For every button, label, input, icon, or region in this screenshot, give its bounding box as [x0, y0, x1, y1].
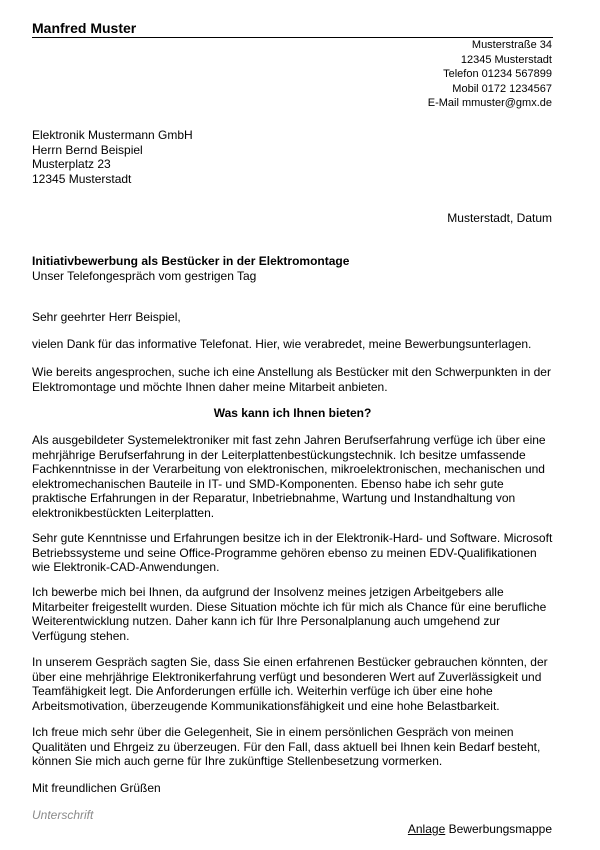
attachment-label: Anlage	[407, 822, 446, 836]
paragraph-1-text: vielen Dank für das informative Telefonat. Hier, wie verabredet, meine Bewerbungsunterlagen.	[32, 337, 532, 351]
paragraph-4	[32, 531, 557, 575]
recipient-person: Herrn Bernd Beispiel	[32, 142, 143, 157]
section-heading: Was kann ich Ihnen bieten?	[213, 406, 372, 420]
attachment-value: Bewerbungsmappe	[448, 822, 552, 836]
closing	[32, 781, 557, 796]
letter-date: Musterstadt, Datum	[447, 211, 552, 225]
paragraph-5-text: Ich bewerbe mich bei Ihnen, da aufgrund der Insolvenz meines jetzigen Arbeitgebers alle Mitarbeiter freigestellt wurden. Diese Situation möchte ich für mich als Chance für eine berufliche Weiterentwicklung nutzen. Daher kann ich für Ihre Personalplanung auch umgehend zur Verfügung stehen.	[32, 585, 547, 643]
paragraph-2-text: Wie bereits angesprochen, suche ich eine Anstellung als Bestücker mit den Schwerpunkten in der Elektromontage und möchte Ihnen daher meine Mitarbeit anbieten.	[32, 365, 551, 394]
recipient-street: Musterplatz 23	[32, 157, 111, 171]
paragraph-5	[32, 585, 557, 643]
subject-reference: Unser Telefongespräch vom gestrigen Tag	[32, 268, 257, 283]
sender-street: Musterstraße 34	[471, 39, 552, 51]
subject-block	[32, 254, 349, 283]
sender-phone: Telefon 01234 567899	[443, 68, 552, 80]
signature-placeholder: Unterschrift	[32, 808, 94, 822]
paragraph-6	[32, 655, 557, 713]
attachment-line	[408, 822, 552, 836]
recipient-company: Elektronik Mustermann GmbH	[32, 128, 193, 142]
paragraph-3	[32, 433, 557, 521]
sender-city: 12345 Musterstadt	[460, 53, 552, 66]
paragraph-2	[32, 365, 557, 394]
salutation-text: Sehr geehrter Herr Beispiel,	[32, 310, 181, 324]
paragraph-6-text: In unserem Gespräch sagten Sie, dass Sie einen erfahrenen Bestücker gebrauchen könnten, der über eine mehrjährige Elektronikerfahrung verfügt und besonderen Wert auf Zuverlässigkeit und Teamfähigkeit legt. Die Anforderungen erfülle ich. Weiterhin verfüge ich über eine hohe Arbeitsmotivation, überzeugende Kommunikationsfähigkeit und eine hohe Belastbarkeit.	[32, 655, 548, 713]
recipient-city: 12345 Musterstadt	[32, 171, 132, 186]
paragraph-7	[32, 725, 557, 769]
sender-contact-block	[428, 38, 552, 111]
paragraph-3-text: Als ausgebildeter Systemelektroniker mit fast zehn Jahren Berufserfahrung verfüge ich über eine mehrjährige Berufserfahrung in der Leiterplattenbestückungstechnik. Ich besitze umfassende Fachkenntnisse in der Verarbeitung von elektronischen, mikroelektronischen, mechanischen und elektromechanischen Bauteile in IT- und SMD-Komponenten. Ebenso habe ich sehr gute praktische Erfahrungen in der Reparatur, Inbetriebnahme, Wartung und Instandhaltung von elektronikbestückten Leiterplatten.	[32, 433, 546, 520]
paragraph-1	[32, 337, 557, 352]
paragraph-4-text: Sehr gute Kenntnisse und Erfahrungen besitze ich in der Elektronik-Hard- und Software. Microsoft Betriebssysteme und seine Office-Programme gehören ebenso zu meinen EDV-Qualifikationen wie Elektronik-CAD-Anwendungen.	[32, 531, 553, 575]
sender-name: Manfred Muster	[32, 20, 137, 36]
sender-email: E-Mail mmuster@gmx.de	[427, 97, 552, 109]
recipient-address	[32, 128, 193, 186]
salutation	[32, 310, 557, 325]
sender-mobile: Mobil 0172 1234567	[452, 82, 552, 95]
paragraph-7-text: Ich freue mich sehr über die Gelegenheit, Sie in einem persönlichen Gespräch von meinen Qualitäten und Ehrgeiz zu überzeugen. Für den Fall, dass aktuell bei Ihnen kein Bedarf besteht, können Sie mich auch gerne für Ihre zukünftige Stellenbesetzung vormerken.	[32, 725, 541, 769]
closing-text: Mit freundlichen Grüßen	[32, 781, 161, 795]
subject-title: Initiativbewerbung als Bestücker in der Elektromontage	[32, 254, 350, 268]
